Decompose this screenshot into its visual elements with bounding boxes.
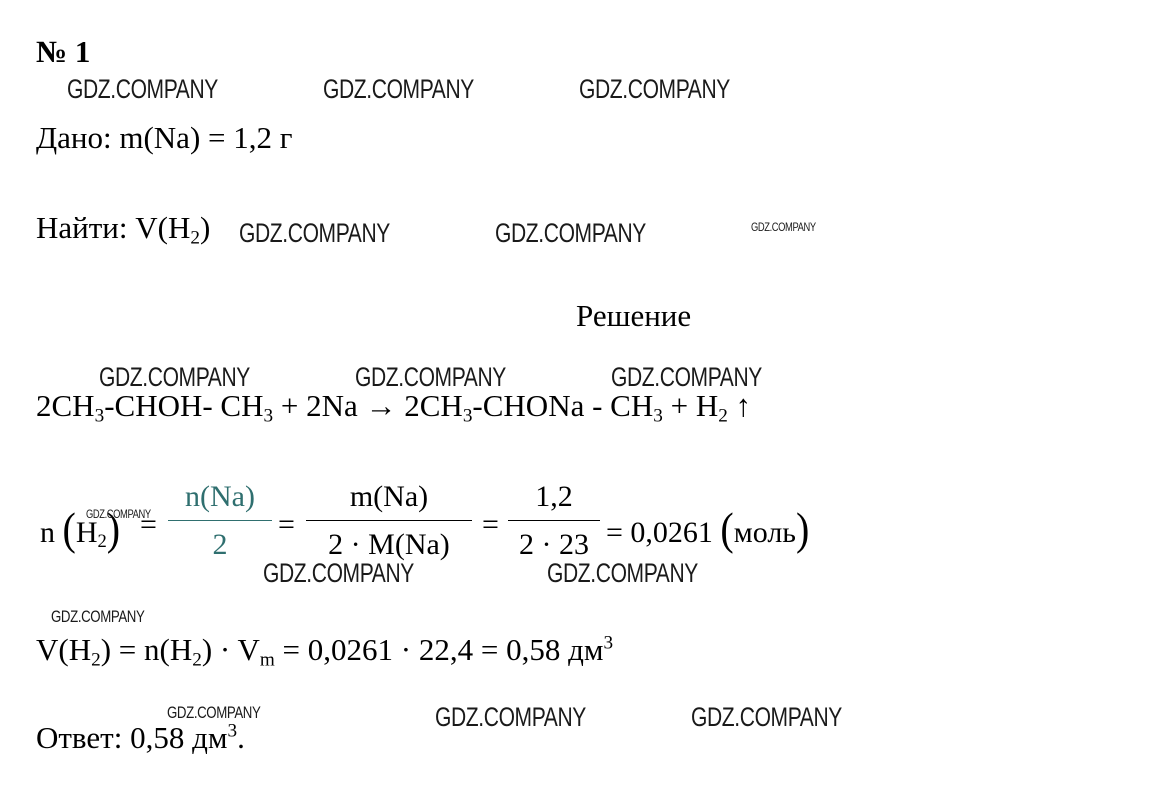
- watermark: GDZ.COMPANY: [579, 74, 730, 104]
- fraction-3-denominator: 2 · 23: [519, 528, 589, 561]
- watermark: GDZ.COMPANY: [51, 607, 145, 626]
- watermark: GDZ.COMPANY: [86, 507, 151, 521]
- watermark: GDZ.COMPANY: [435, 702, 586, 732]
- fraction-1-bar: [168, 520, 272, 521]
- fraction-1-denominator: 2: [212, 528, 228, 561]
- answer-line: [36, 722, 245, 753]
- solution-title: Решение: [576, 298, 692, 333]
- fraction-3: [508, 480, 600, 570]
- given-expression: m(Na) = 1,2 г: [119, 120, 293, 155]
- watermark: GDZ.COMPANY: [67, 74, 218, 104]
- watermark: GDZ.COMPANY: [495, 218, 646, 248]
- fraction-2-bar: [306, 520, 472, 521]
- watermark: GDZ.COMPANY: [323, 74, 474, 104]
- formula-equals-2: =: [278, 508, 295, 541]
- fraction-3-bar: [508, 520, 600, 521]
- fraction-1: [168, 480, 272, 570]
- fraction-2: [306, 480, 472, 570]
- watermark: GDZ.COMPANY: [751, 220, 816, 234]
- given-label: Дано:: [36, 120, 112, 155]
- watermark: GDZ.COMPANY: [611, 362, 762, 392]
- task-number: № 1: [36, 34, 91, 69]
- fraction-1-numerator: n(Na): [185, 480, 255, 513]
- watermark: GDZ.COMPANY: [239, 218, 390, 248]
- volume-equation: $V(H_2) = n(H_2) \cdot V_m = 0,0261 \cdot 22,4 = 0,58$ $дм^3$: [36, 632, 614, 671]
- answer-label: Ответ:: [36, 720, 123, 755]
- find-expression: $V(H_2)$: [135, 210, 211, 249]
- watermark: GDZ.COMPANY: [167, 703, 261, 722]
- formula-unit: моль: [733, 516, 796, 549]
- watermark: GDZ.COMPANY: [263, 558, 414, 588]
- reaction-equation: $2CH_3-CHOH-$ $CH_3 + 2Na$ → $2CH_3$-CHONa - $CH_3 + H_2$ ↑: [36, 388, 752, 427]
- formula-result: = 0,0261 (моль): [606, 502, 810, 555]
- find-label: Найти:: [36, 210, 128, 245]
- watermark: GDZ.COMPANY: [99, 362, 250, 392]
- formula-equals-1: =: [140, 508, 157, 541]
- fraction-2-denominator: 2 · M(Na): [328, 528, 450, 561]
- formula-equals-3: =: [482, 508, 499, 541]
- formula-lhs: n $(H_2)$: [40, 502, 121, 555]
- fraction-3-numerator: 1,2: [535, 480, 573, 513]
- answer-value: 0,58 $дм^3$.: [130, 720, 245, 755]
- watermark: GDZ.COMPANY: [691, 702, 842, 732]
- fraction-2-numerator: m(Na): [349, 480, 429, 513]
- watermark: GDZ.COMPANY: [547, 558, 698, 588]
- watermark: GDZ.COMPANY: [355, 362, 506, 392]
